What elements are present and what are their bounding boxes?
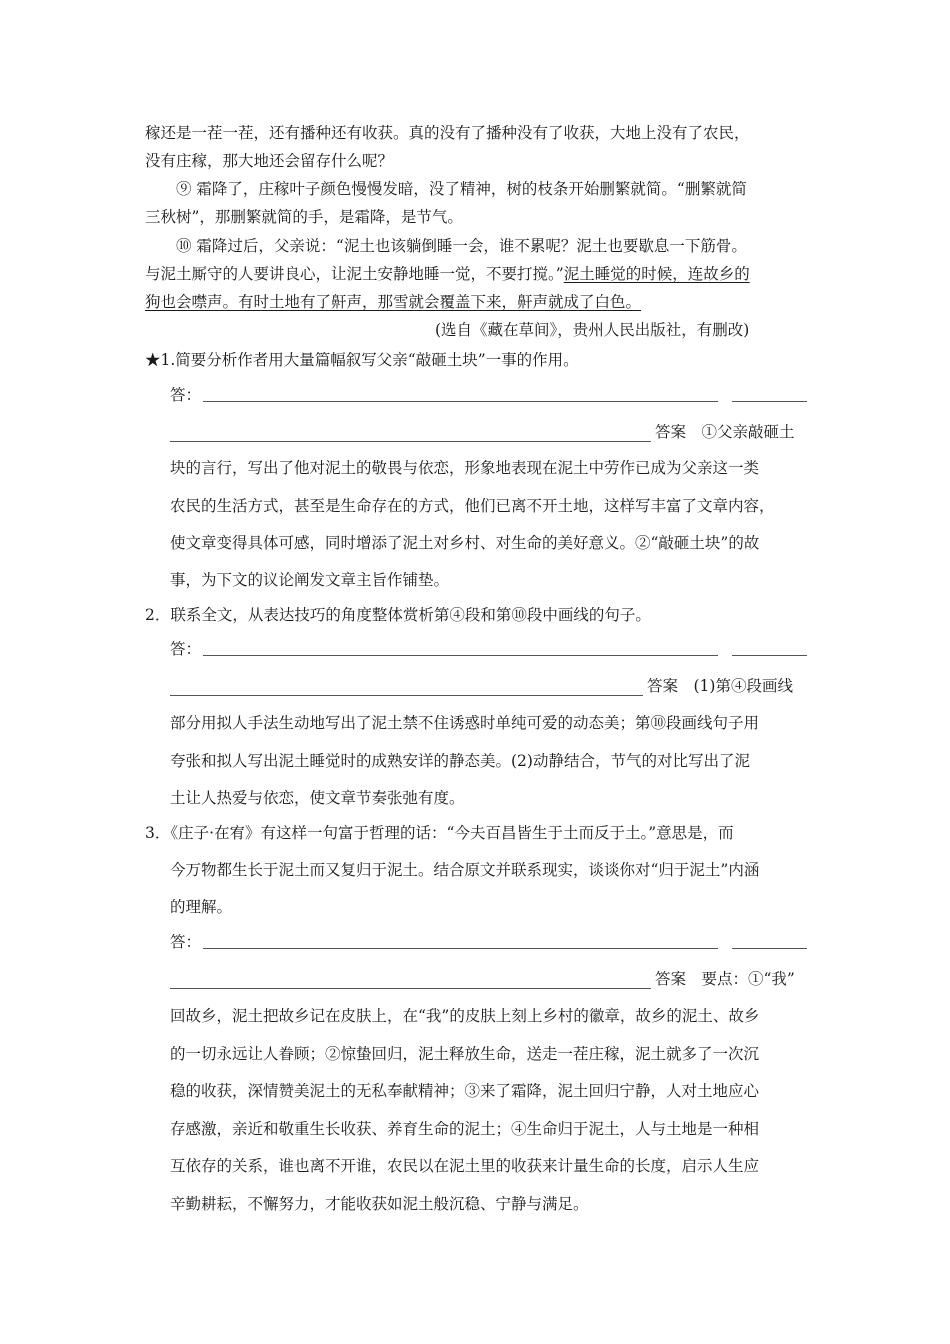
answer-blank[interactable] — [203, 655, 718, 656]
question-3: 的理解。 — [170, 898, 233, 916]
paragraph-9-line: ⑨ 霜降了，庄稼叶子颜色慢慢发暗，没了精神，树的枝条开始删繁就简。“删繁就简 — [176, 180, 747, 198]
answer-label: 答案 ①父亲敲砸土 — [655, 423, 795, 441]
answer-blank[interactable] — [170, 988, 651, 989]
answer-text: 农民的生活方式，甚至是生命存在的方式，他们已离不开土地，这样写丰富了文章内容， — [170, 497, 775, 515]
question-2: 2．联系全文，从表达技巧的角度整体赏析第④段和第⑩段中画线的句子。 — [145, 606, 651, 624]
answer-text: 稳的收获，深情赞美泥土的无私奉献精神；③来了霜降，泥土回归宁静，人对土地应心 — [170, 1082, 760, 1100]
answer-blank[interactable] — [170, 695, 643, 696]
paragraph-10-line: ⑩ 霜降过后，父亲说：“泥土也该躺倒睡一会，谁不累呢？泥土也要歇息一下筋骨。 — [176, 237, 747, 255]
question-3: 3．《庄子·在宥》有这样一句富于哲理的话：“今夫百昌皆生于土而反于土。”意思是，而 — [145, 824, 734, 842]
question-3: 今万物都生长于泥土而又复归于泥土。结合原文并联系现实，谈谈你对“归于泥土”内涵 — [170, 861, 760, 879]
answer-prefix: 答： — [170, 640, 202, 658]
answer-text: 使文章变得具体可感，同时增添了泥土对乡村、对生命的美好意义。②“敲砸土块”的故 — [170, 534, 760, 552]
answer-text: 的一切永远让人眷顾；②惊蛰回归，泥土释放生命，送走一茬庄稼，泥土就多了一次沉 — [170, 1045, 760, 1063]
answer-text: 事，为下文的议论阐发文章主旨作铺垫。 — [170, 571, 450, 589]
underlined-sentence: 泥土睡觉的时候，连故乡的 — [563, 265, 750, 283]
answer-text: 回故乡，泥土把故乡记在皮肤上，在“我”的皮肤上刻上乡村的徽章，故乡的泥土、故乡 — [170, 1007, 760, 1025]
answer-prefix: 答： — [170, 933, 202, 951]
answer-prefix: 答： — [170, 386, 202, 404]
paragraph-9-line: 三秋树”，那删繁就简的手，是霜降，是节气。 — [145, 208, 463, 226]
underlined-sentence: 狗也会噤声。有时土地有了鼾声，那雪就会覆盖下来，鼾声就成了白色。 — [145, 293, 642, 311]
paragraph-10-line — [145, 264, 750, 284]
answer-text: 土让人热爱与依恋，使文章节奏张弛有度。 — [170, 789, 465, 807]
answer-blank[interactable] — [732, 948, 807, 949]
passage-line: 没有庄稼，那大地还会留存什么呢？ — [145, 152, 394, 170]
answer-blank[interactable] — [203, 948, 718, 949]
answer-text: 夸张和拟人写出泥土睡觉时的成熟安详的静态美。(2)动静结合，节气的对比写出了泥 — [170, 752, 750, 770]
answer-label: 答案 (1)第④段画线 — [647, 677, 793, 695]
answer-blank[interactable] — [732, 401, 807, 402]
answer-text: 部分用拟人手法生动地写出了泥土禁不住诱惑时单纯可爱的动态美；第⑩段画线句子用 — [170, 714, 760, 732]
answer-text: 块的言行，写出了他对泥土的敬畏与依恋，形象地表现在泥土中劳作已成为父亲这一类 — [170, 459, 760, 477]
answer-label: 答案 要点：①“我” — [655, 970, 795, 988]
question-1: ★1.简要分析作者用大量篇幅叙写父亲“敲砸土块”一事的作用。 — [145, 351, 579, 369]
paragraph-10-text: 与泥土厮守的人要讲良心，让泥土安静地睡一觉，不要打搅。” — [145, 265, 564, 283]
answer-text: 存感激，亲近和敬重生长收获、养育生命的泥土；④生命归于泥土，人与土地是一种相 — [170, 1120, 760, 1138]
passage-line: 稼还是一茬一茬，还有播种还有收获。真的没有了播种没有了收获，大地上没有了农民， — [145, 124, 750, 142]
answer-text: 互依存的关系，谁也离不开谁，农民以在泥土里的收获来计量生命的长度，启示人生应 — [170, 1157, 760, 1175]
answer-text: 辛勤耕耘，不懈努力，才能收获如泥土般沉稳、宁静与满足。 — [170, 1195, 589, 1213]
answer-blank[interactable] — [203, 401, 718, 402]
answer-blank[interactable] — [170, 441, 651, 442]
source-citation: (选自《藏在草间》，贵州人民出版社，有删改) — [435, 321, 750, 339]
answer-blank[interactable] — [732, 655, 807, 656]
